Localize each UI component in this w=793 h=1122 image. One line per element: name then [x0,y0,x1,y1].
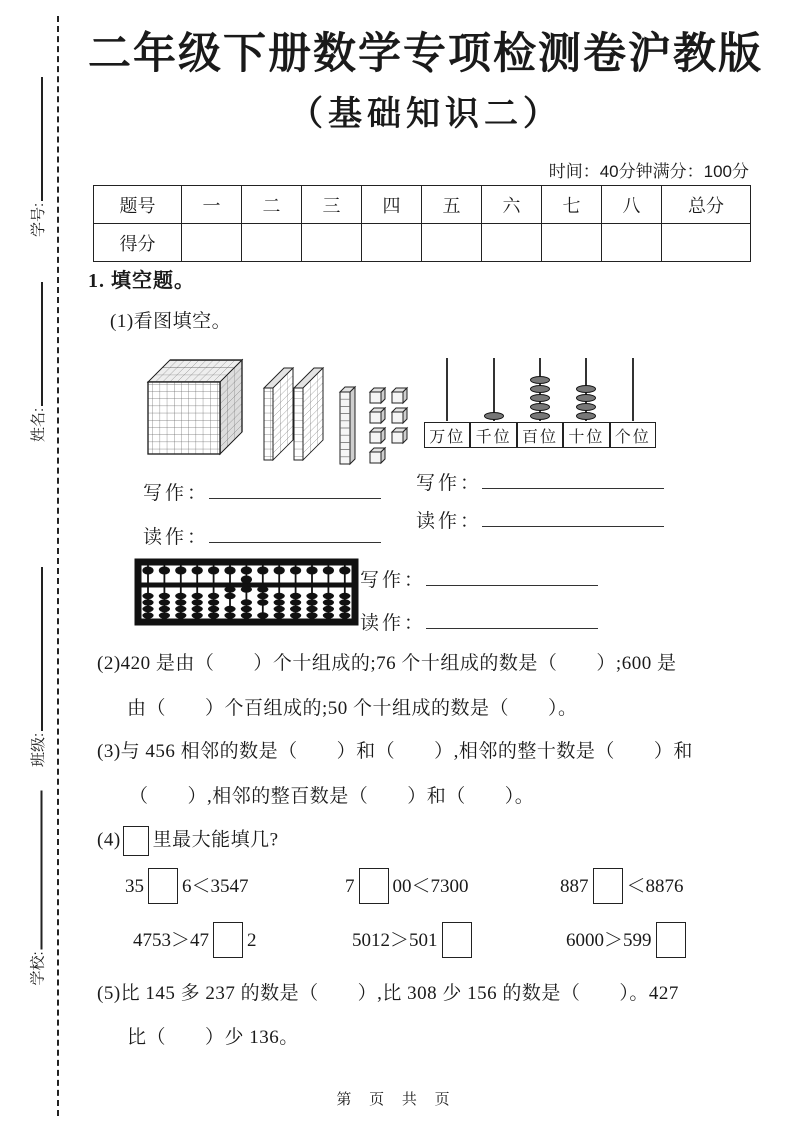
score-col: 二 [242,186,302,224]
name-label: 姓名: [29,407,47,442]
counter-column-shi [563,358,609,448]
place-value-counter-image [424,358,656,448]
read-label: 读作： [416,511,483,532]
counter-column-bai [517,358,563,448]
score-col: 三 [302,186,362,224]
answer-box [593,868,623,904]
sidebar-field-student-id [26,77,48,237]
abacus-image [134,558,359,626]
q1-label: (1)看图填空。 [110,311,232,332]
q2-line2: 由（ ）个百组成的;50 个十组成的数是（ ）。 [127,698,578,719]
score-cell [302,224,362,262]
q5-line1: (5)比 145 多 237 的数是（ ）,比 308 少 156 的数是（ ）。427 [97,983,679,1004]
score-col: 四 [362,186,422,224]
q4-item: 4753＞47 2 [133,922,257,961]
answer-box [656,922,686,958]
place-label: 万位 [424,422,470,448]
place-label: 个位 [610,422,656,448]
q4-prompt-box [123,826,149,856]
sidebar-field-class [26,567,48,767]
school-label: 学校: [29,951,46,986]
q3-line2: （ ）,相邻的整百数是（ ）和（ ）。 [129,786,535,807]
read-blank [426,614,598,629]
q4-item: 6000＞599 [566,922,690,961]
read-blank [209,528,381,543]
score-cell [362,224,422,262]
q2-line1: (2)420 是由（ ）个十组成的;76 个十组成的数是（ ）;600 是 [97,653,677,674]
score-table [93,185,751,262]
write-label: 写作： [143,483,210,504]
time-note: 时间：40分钟满分：100分 [548,162,749,181]
score-cell [602,224,662,262]
score-cell [182,224,242,262]
sidebar-field-name [26,282,48,442]
read-blank [482,512,664,527]
abacus-read-row [360,608,598,635]
student-id-blank [31,77,43,201]
score-cell [242,224,302,262]
q4-item: 5012＞501 [352,922,476,961]
q4-prefix: (4) [97,829,121,851]
write-label: 写作： [360,570,427,591]
write-blank [209,484,381,499]
sidebar-field-school [26,791,48,986]
q5-line2: 比（ ）少 136。 [127,1027,299,1048]
score-col: 一 [182,186,242,224]
place-label: 十位 [563,422,609,448]
blocks-write-row [143,478,381,505]
counter-write-row [416,468,664,495]
write-blank [482,474,664,489]
class-blank [31,567,43,731]
answer-box [359,868,389,904]
q3-line1: (3)与 456 相邻的数是（ ）和（ ）,相邻的整十数是（ ）和 [97,741,693,762]
page-subtitle: （基础知识二） [289,95,562,133]
write-blank [426,571,598,586]
counter-column-wan [424,358,470,448]
name-blank [31,282,43,406]
class-label: 班级: [29,732,47,767]
q4-item: 35 6＜3547 [125,868,249,907]
q4-item: 887 ＜8876 [560,868,684,907]
score-col-total: 总分 [662,186,751,224]
score-col: 六 [482,186,542,224]
counter-read-row [416,506,664,533]
page-footer: 第 页 共 页 [336,1092,457,1108]
place-label: 百位 [517,422,563,448]
school-blank [31,791,43,950]
score-col: 五 [422,186,482,224]
read-label: 读作： [143,527,210,548]
place-label: 千位 [470,422,516,448]
q4-prompt [97,826,279,856]
score-col: 七 [542,186,602,224]
answer-box [213,922,243,958]
counter-column-ge [610,358,656,448]
read-label: 读作： [360,613,427,634]
score-cell [662,224,751,262]
student-id-label: 学号: [29,202,47,237]
counter-column-qian [470,358,516,448]
answer-box [148,868,178,904]
answer-box [442,922,472,958]
score-cell [482,224,542,262]
score-cell [542,224,602,262]
blocks-read-row [143,522,381,549]
q4-item: 7 00＜7300 [345,868,469,907]
score-cell [422,224,482,262]
score-col: 八 [602,186,662,224]
write-label: 写作： [416,473,483,494]
abacus-write-row [360,565,598,592]
base-ten-blocks-image [138,348,423,466]
score-row-label: 得分 [94,224,182,262]
score-table-header-label: 题号 [94,186,182,224]
page-title: 二年级下册数学专项检测卷沪教版 [88,30,763,78]
seal-dashed-line [57,16,59,1116]
section1-heading: 1. 填空题。 [88,270,195,292]
q4-suffix: 里最大能填几? [152,829,279,851]
